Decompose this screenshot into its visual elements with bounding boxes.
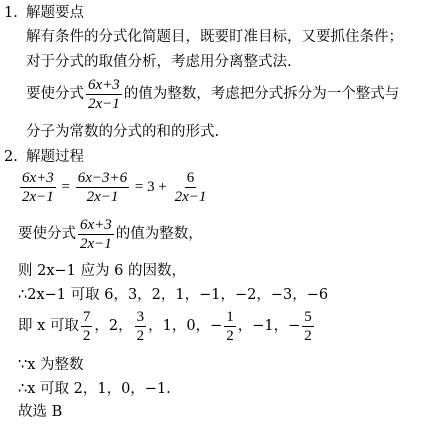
ie-sep-d: ，1，0，− <box>148 318 223 334</box>
ie-sep-f: ，−1，− <box>237 318 301 334</box>
eq-fraction-1-num: 6x+3 <box>22 170 54 187</box>
ie-fraction-c <box>135 309 147 344</box>
line-then: 则 2x−1 应为 6 的因数， <box>18 263 186 279</box>
line-ie-prefix: 即 x 可取 <box>18 318 79 334</box>
line-therefore-2: ∴x 可取 2，1，0，−1. <box>18 381 171 397</box>
section1-para1-line1: 解有条件的分式化简题目，既要盯准目标，又要抓住条件； <box>26 29 403 45</box>
ie-fraction-g-num: 5 <box>304 308 312 325</box>
eq-equals-1: = <box>61 179 70 195</box>
ie-fraction-e-den: 2 <box>226 327 234 344</box>
eq-fraction-2-den: 2x−1 <box>86 189 119 206</box>
fraction-numerator: 6x+3 <box>88 76 120 93</box>
fraction-denominator: 2x−1 <box>88 95 120 112</box>
line-therefore-1: ∴2x−1 可取 6，3，2，1，−1，−2，−3，−6 <box>18 287 329 303</box>
equation-line <box>18 167 210 207</box>
section1-fraction <box>86 77 122 112</box>
line-make-fraction <box>78 217 114 252</box>
section1-para2-suffix: 的值为整数，考虑把分式拆分为一个整式与 <box>123 86 400 102</box>
eq-equals-2: = 3 + <box>134 179 167 195</box>
line-make-prefix: 要使分式 <box>18 226 76 242</box>
ie-fraction-c-num: 3 <box>136 308 145 325</box>
eq-fraction-1-den: 2x−1 <box>22 189 54 206</box>
ie-fraction-g-den: 2 <box>304 327 312 344</box>
section1-number: 1. <box>4 5 18 21</box>
ie-fraction-a <box>81 309 93 344</box>
ie-fraction-e <box>224 309 236 344</box>
eq-fraction-2-num: 6x−3+6 <box>77 170 128 187</box>
line-ie <box>18 306 316 346</box>
eq-fraction-2 <box>76 170 129 205</box>
ie-fraction-a-num: 7 <box>82 308 91 325</box>
eq-fraction-1 <box>20 170 56 205</box>
ie-sep-b: ，2， <box>94 318 133 334</box>
eq-fraction-3-den: 2x−1 <box>174 189 207 206</box>
section1-para2-line2: 分子为常数的分式的和的形式. <box>26 124 220 140</box>
section1-para2-line1 <box>26 74 399 114</box>
line-make-fraction-den: 2x−1 <box>80 235 112 252</box>
line-make-fraction-num: 6x+3 <box>80 216 112 233</box>
section1-title: 解题要点 <box>26 5 84 21</box>
ie-fraction-a-den: 2 <box>82 327 91 344</box>
ie-fraction-e-num: 1 <box>226 308 234 325</box>
section2-number: 2. <box>4 149 18 165</box>
section1-para2-prefix: 要使分式 <box>26 86 84 102</box>
eq-fraction-3 <box>173 170 209 205</box>
line-answer: 故选 B <box>18 404 63 420</box>
line-make-suffix: 的值为整数， <box>115 226 203 242</box>
section2-title: 解题过程 <box>26 149 84 165</box>
eq-fraction-3-num: 6 <box>186 170 195 187</box>
section1-para1-line2: 对于分式的取值分析，考虑用分离整式法. <box>26 54 292 70</box>
line-because: ∵x 为整数 <box>18 357 84 373</box>
ie-fraction-g <box>302 309 314 344</box>
line-make-integer <box>18 214 203 254</box>
ie-fraction-c-den: 2 <box>136 327 145 344</box>
